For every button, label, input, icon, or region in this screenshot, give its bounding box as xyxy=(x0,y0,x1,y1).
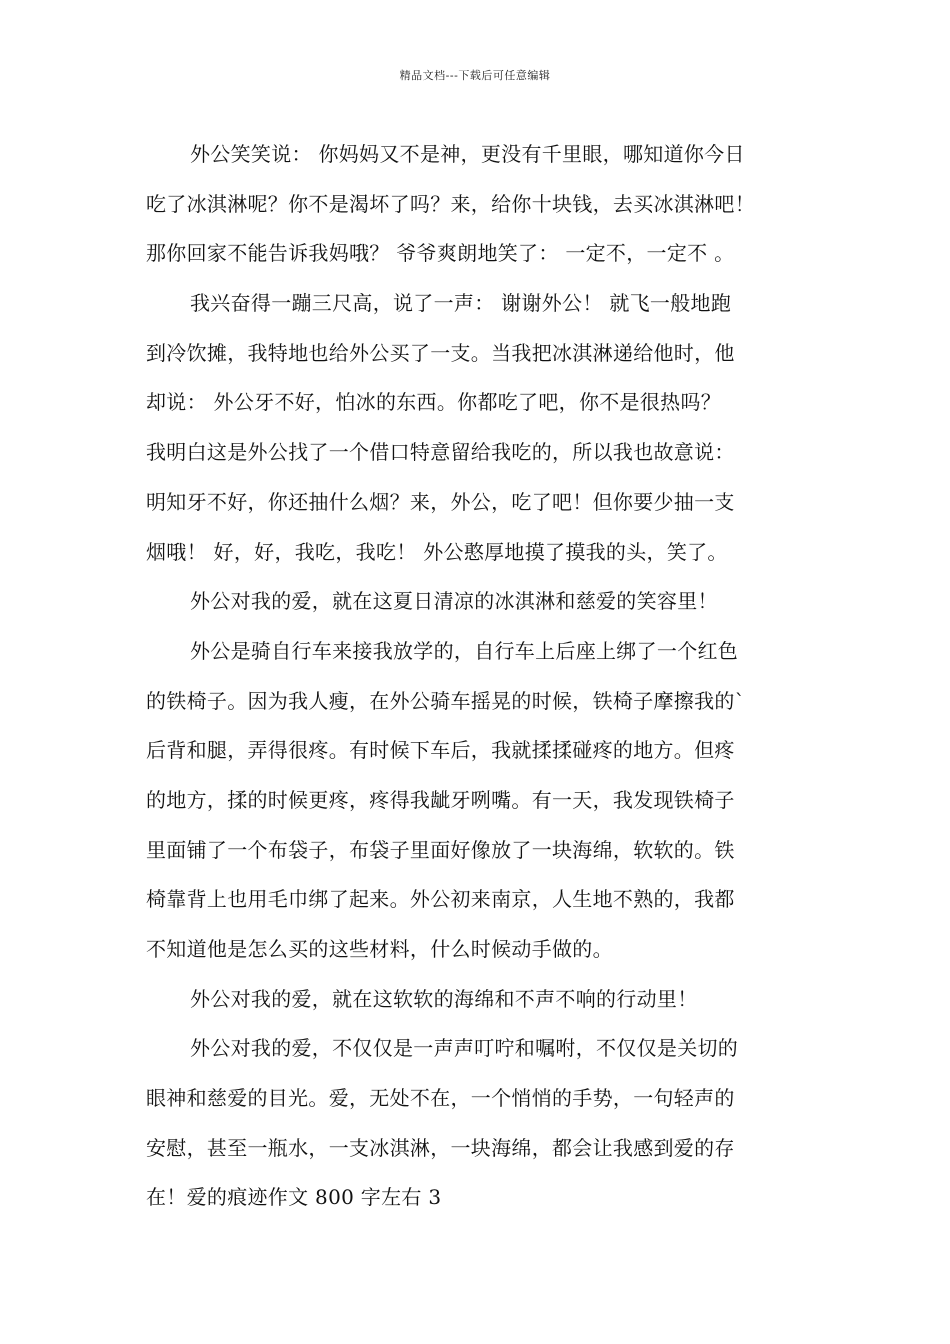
text-line: 不知道他是怎么买的这些材料，什么时候动手做的。 xyxy=(146,937,613,961)
text-line: 外公对我的爱，不仅仅是一声声叮咛和嘱咐，不仅仅是关切的 xyxy=(190,1036,739,1061)
text-line: 我明白这是外公找了一个借口特意留给我吃的，所以我也故意说： xyxy=(146,440,735,465)
text-line: 外公笑笑说： 你妈妈又不是神，更没有千里眼，哪知道你今日 xyxy=(190,142,745,166)
text-line: 却说： 外公牙不好，怕冰的东西。你都吃了吧，你不是很热吗？ xyxy=(146,390,722,415)
text-line: 外公对我的爱，就在这软软的海绵和不声不响的行动里！ xyxy=(190,986,698,1011)
text-line: 安慰，甚至一瓶水，一支冰淇淋，一块海绵，都会让我感到爱的存 xyxy=(146,1135,735,1160)
text-line: 里面铺了一个布袋子，布袋子里面好像放了一块海绵，软软的。铁 xyxy=(146,837,735,862)
text-line: 那你回家不能告诉我妈哦？ 爷爷爽朗地笑了： 一定不，一定不 。 xyxy=(146,241,735,266)
text-line: 外公是骑自行车来接我放学的，自行车上后座上绑了一个红色 xyxy=(190,638,739,663)
text-line: 吃了冰淇淋呢？你不是渴坏了吗？来，给你十块钱，去买冰淇淋吧！ xyxy=(146,191,755,216)
text-line: 明知牙不好，你还抽什么烟？来，外公，吃了吧！但你要少抽一支 xyxy=(146,489,735,514)
text-line: 眼神和慈爱的目光。爱，无处不在，一个悄悄的手势，一句轻声的 xyxy=(146,1086,735,1111)
text-line: 的地方，揉的时候更疼，疼得我龇牙咧嘴。有一天，我发现铁椅子 xyxy=(146,787,735,812)
text-line: 我兴奋得一蹦三尺高，说了一声： 谢谢外公！ 就飞一般地跑 xyxy=(190,291,732,316)
text-line: 的铁椅子。因为我人瘦，在外公骑车摇晃的时候，铁椅子摩擦我的` xyxy=(146,688,745,713)
text-line: 烟哦！ 好，好，我吃，我吃！ 外公憨厚地摸了摸我的头，笑了。 xyxy=(146,539,728,564)
text-line: 椅靠背上也用毛巾绑了起来。外公初来南京，人生地不熟的，我都 xyxy=(146,887,735,912)
text-line: 后背和腿，弄得很疼。有时候下车后，我就揉揉碰疼的地方。但疼 xyxy=(146,738,735,763)
document-body xyxy=(146,130,808,1223)
text-line: 外公对我的爱，就在这夏日清凉的冰淇淋和慈爱的笑容里！ xyxy=(190,589,718,614)
text-line: 在！爱的痕迹作文 800 字左右 3 xyxy=(146,1185,442,1210)
page-header: 精品文档---下载后可任意编辑 xyxy=(399,69,551,82)
text-line: 到冷饮摊，我特地也给外公买了一支。当我把冰淇淋递给他时，他 xyxy=(146,340,735,365)
